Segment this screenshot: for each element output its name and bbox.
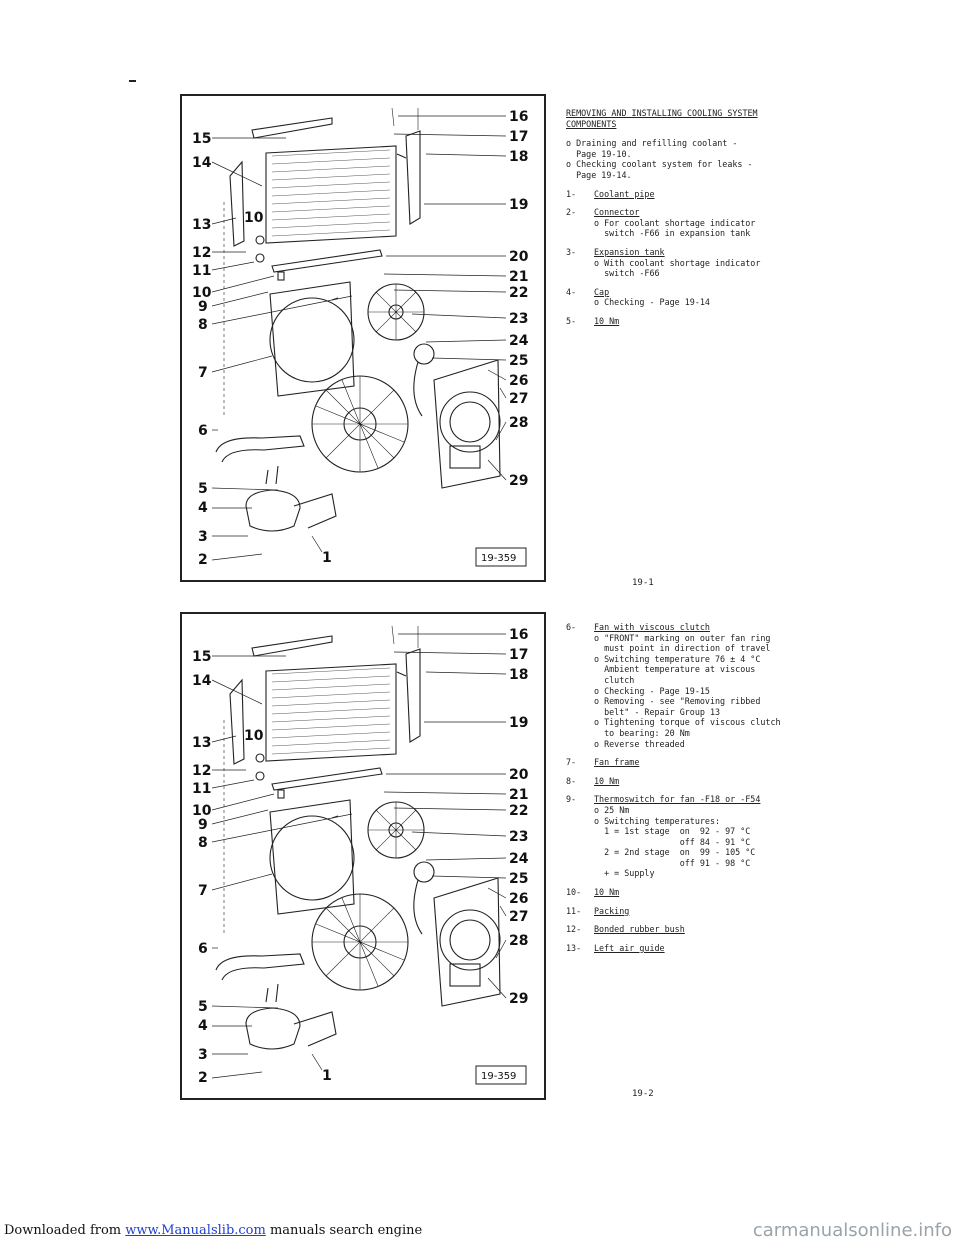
legend-item-number: 7- (566, 757, 577, 768)
legend-item-detail: off 84 - 91 °C (594, 836, 751, 847)
note-line: o Checking coolant system for leaks - (566, 159, 753, 170)
callout-26: 26 (509, 373, 529, 389)
page-number-19-1: 19-1 (632, 578, 654, 588)
legend-item-detail: o Reverse threaded (594, 738, 685, 749)
legend-item-detail: o With coolant shortage indicator (594, 257, 761, 268)
callout-5: 5 (198, 481, 208, 497)
figure-label: 19-359 (481, 553, 517, 564)
page-number-19-2: 19-2 (632, 1089, 654, 1099)
legend-item-title: 10 Nm (594, 887, 620, 898)
legend-item-title: Fan frame (594, 757, 640, 768)
callout-15: 15 (192, 131, 212, 147)
callout-26: 26 (509, 891, 529, 907)
callout-24: 24 (509, 333, 529, 349)
callout-2: 2 (198, 1070, 208, 1086)
legend-item-title: 10 Nm (594, 775, 620, 786)
legend-item-detail: switch -F66 in expansion tank (594, 228, 751, 239)
callout-29: 29 (509, 991, 529, 1007)
callout-29: 29 (509, 473, 529, 489)
callout-13: 13 (192, 217, 212, 233)
legend-item-detail: o 25 Nm (594, 804, 630, 815)
callout-12: 12 (192, 245, 212, 261)
callout-23: 23 (509, 829, 529, 845)
legend-item-number: 2- (566, 207, 577, 218)
footer (0, 1220, 960, 1242)
legend-item (566, 794, 826, 879)
legend-item-title: Packing (594, 905, 630, 916)
callout-8: 8 (198, 317, 208, 333)
legend-item-title: Thermoswitch for fan -F18 or -F54 (594, 794, 761, 805)
callout-22: 22 (509, 285, 529, 301)
callout-3: 3 (198, 1047, 208, 1063)
legend-item-number: 4- (566, 286, 577, 297)
legend-item (566, 622, 826, 749)
legend-item-detail: clutch (594, 674, 635, 685)
callout-19: 19 (509, 715, 529, 731)
legend-item-detail: o For coolant shortage indicator (594, 217, 756, 228)
legend-item (566, 316, 826, 327)
callout-20: 20 (509, 767, 529, 783)
legend-item-detail: off 91 - 98 °C (594, 857, 751, 868)
page1-notes (566, 138, 826, 180)
footer-prefix: Downloaded from (4, 1223, 126, 1238)
callout-10: 10 (192, 285, 212, 301)
callout-6: 6 (198, 941, 208, 957)
legend-item (566, 189, 826, 200)
callout-22: 22 (509, 803, 529, 819)
legend-item-title: Left air guide (594, 942, 665, 953)
callout-21: 21 (509, 787, 529, 803)
callout-14: 14 (192, 155, 212, 171)
legend-item-detail: + = Supply (594, 868, 655, 879)
callout-3: 3 (198, 529, 208, 545)
note-line: o Draining and refilling coolant - (566, 138, 738, 149)
callout-10: 10 (192, 803, 212, 819)
legend-item-number: 12- (566, 924, 582, 935)
manualslib-link[interactable]: www.Manualslib.com (125, 1223, 266, 1238)
margin-mark (129, 80, 136, 82)
legend-item (566, 943, 826, 954)
legend-item-title: Connector (594, 207, 640, 218)
legend-item-title: Fan with viscous clutch (594, 622, 710, 632)
callout-15: 15 (192, 649, 212, 665)
legend-item-number: 10- (566, 887, 582, 898)
callout-23: 23 (509, 311, 529, 327)
callout-4: 4 (198, 1018, 208, 1034)
callout-21: 21 (509, 269, 529, 285)
legend-item (566, 757, 826, 768)
figure-top (180, 94, 546, 582)
legend-item-number: 13- (566, 942, 582, 953)
legend-item-detail: 2 = 2nd stage on 99 - 105 °C (594, 847, 756, 858)
callout-16: 16 (509, 627, 529, 643)
section-title: REMOVING AND INSTALLING COOLING SYSTEM COMPONENTS (566, 108, 758, 129)
legend-item-detail: Ambient temperature at viscous (594, 664, 756, 675)
legend-item-number: 3- (566, 246, 577, 257)
legend-item-detail: to bearing: 20 Nm (594, 727, 690, 738)
legend-item (566, 287, 826, 308)
callout-9: 9 (198, 299, 208, 315)
callout-7: 7 (198, 365, 208, 381)
page1-text (566, 108, 826, 327)
legend-item (566, 247, 826, 279)
legend-item-detail: o Tightening torque of viscous clutch (594, 717, 781, 728)
callout-11: 11 (192, 781, 212, 797)
callout-1: 1 (322, 550, 332, 566)
page2-text (566, 614, 826, 953)
callout-25: 25 (509, 871, 529, 887)
callout-7: 7 (198, 883, 208, 899)
callout-24: 24 (509, 851, 529, 867)
legend-item-number: 1- (566, 188, 577, 199)
legend-item-number: 6- (566, 622, 577, 632)
note-line: Page 19-10. (566, 148, 632, 159)
callout-18: 18 (509, 667, 529, 683)
legend-item-title: Coolant pipe (594, 188, 655, 199)
note-line: Page 19-14. (566, 169, 632, 180)
callout-5: 5 (198, 999, 208, 1015)
legend-item (566, 906, 826, 917)
figure-bottom (180, 612, 546, 1100)
callout-25: 25 (509, 353, 529, 369)
footer-credit (4, 1223, 422, 1238)
legend-item-detail: belt" - Repair Group 13 (594, 706, 721, 717)
legend-item (566, 776, 826, 787)
callout-11: 11 (192, 263, 212, 279)
watermark: carmanualsonline.info (752, 1220, 952, 1241)
callout-13: 13 (192, 735, 212, 751)
footer-suffix: manuals search engine (265, 1223, 423, 1238)
callout-inner-10: 10 (244, 728, 264, 744)
callout-20: 20 (509, 249, 529, 265)
legend-item-detail: must point in direction of travel (594, 643, 771, 654)
legend-item-detail: o Checking - Page 19-15 (594, 685, 710, 696)
legend-item-title: Bonded rubber bush (594, 924, 685, 935)
legend-item-title: 10 Nm (594, 315, 620, 326)
legend-item-number: 5- (566, 315, 577, 326)
page1-items (566, 189, 826, 327)
legend-item-title: Expansion tank (594, 246, 665, 257)
callout-27: 27 (509, 391, 529, 407)
legend-item-detail: o Switching temperatures: (594, 815, 721, 826)
legend-item-detail: o Checking - Page 19-14 (594, 297, 710, 308)
legend-item (566, 887, 826, 898)
legend-item-detail: o "FRONT" marking on outer fan ring (594, 632, 771, 643)
callout-28: 28 (509, 933, 529, 949)
legend-item-detail: o Removing - see "Removing ribbed (594, 696, 761, 707)
callout-9: 9 (198, 817, 208, 833)
callout-28: 28 (509, 415, 529, 431)
legend-item (566, 207, 826, 239)
callout-18: 18 (509, 149, 529, 165)
callout-8: 8 (198, 835, 208, 851)
callout-17: 17 (509, 647, 529, 663)
callout-inner-10: 10 (244, 210, 264, 226)
callout-4: 4 (198, 500, 208, 516)
callout-19: 19 (509, 197, 529, 213)
legend-item-number: 8- (566, 775, 577, 786)
legend-item-number: 11- (566, 905, 582, 916)
legend-item-detail: o Switching temperature 76 ± 4 °C (594, 653, 761, 664)
callout-2: 2 (198, 552, 208, 568)
callout-27: 27 (509, 909, 529, 925)
page2-items (566, 622, 826, 953)
callout-16: 16 (509, 109, 529, 125)
callout-1: 1 (322, 1068, 332, 1084)
legend-item (566, 924, 826, 935)
callout-14: 14 (192, 673, 212, 689)
cooling-system-exploded-diagram (182, 614, 544, 1098)
legend-item-number: 9- (566, 794, 577, 805)
legend-item-detail: switch -F66 (594, 268, 660, 279)
legend-item-title: Cap (594, 286, 610, 297)
cooling-system-exploded-diagram (182, 96, 544, 580)
callout-6: 6 (198, 423, 208, 439)
figure-label: 19-359 (481, 1071, 517, 1082)
legend-item-detail: 1 = 1st stage on 92 - 97 °C (594, 826, 751, 837)
callout-12: 12 (192, 763, 212, 779)
callout-17: 17 (509, 129, 529, 145)
